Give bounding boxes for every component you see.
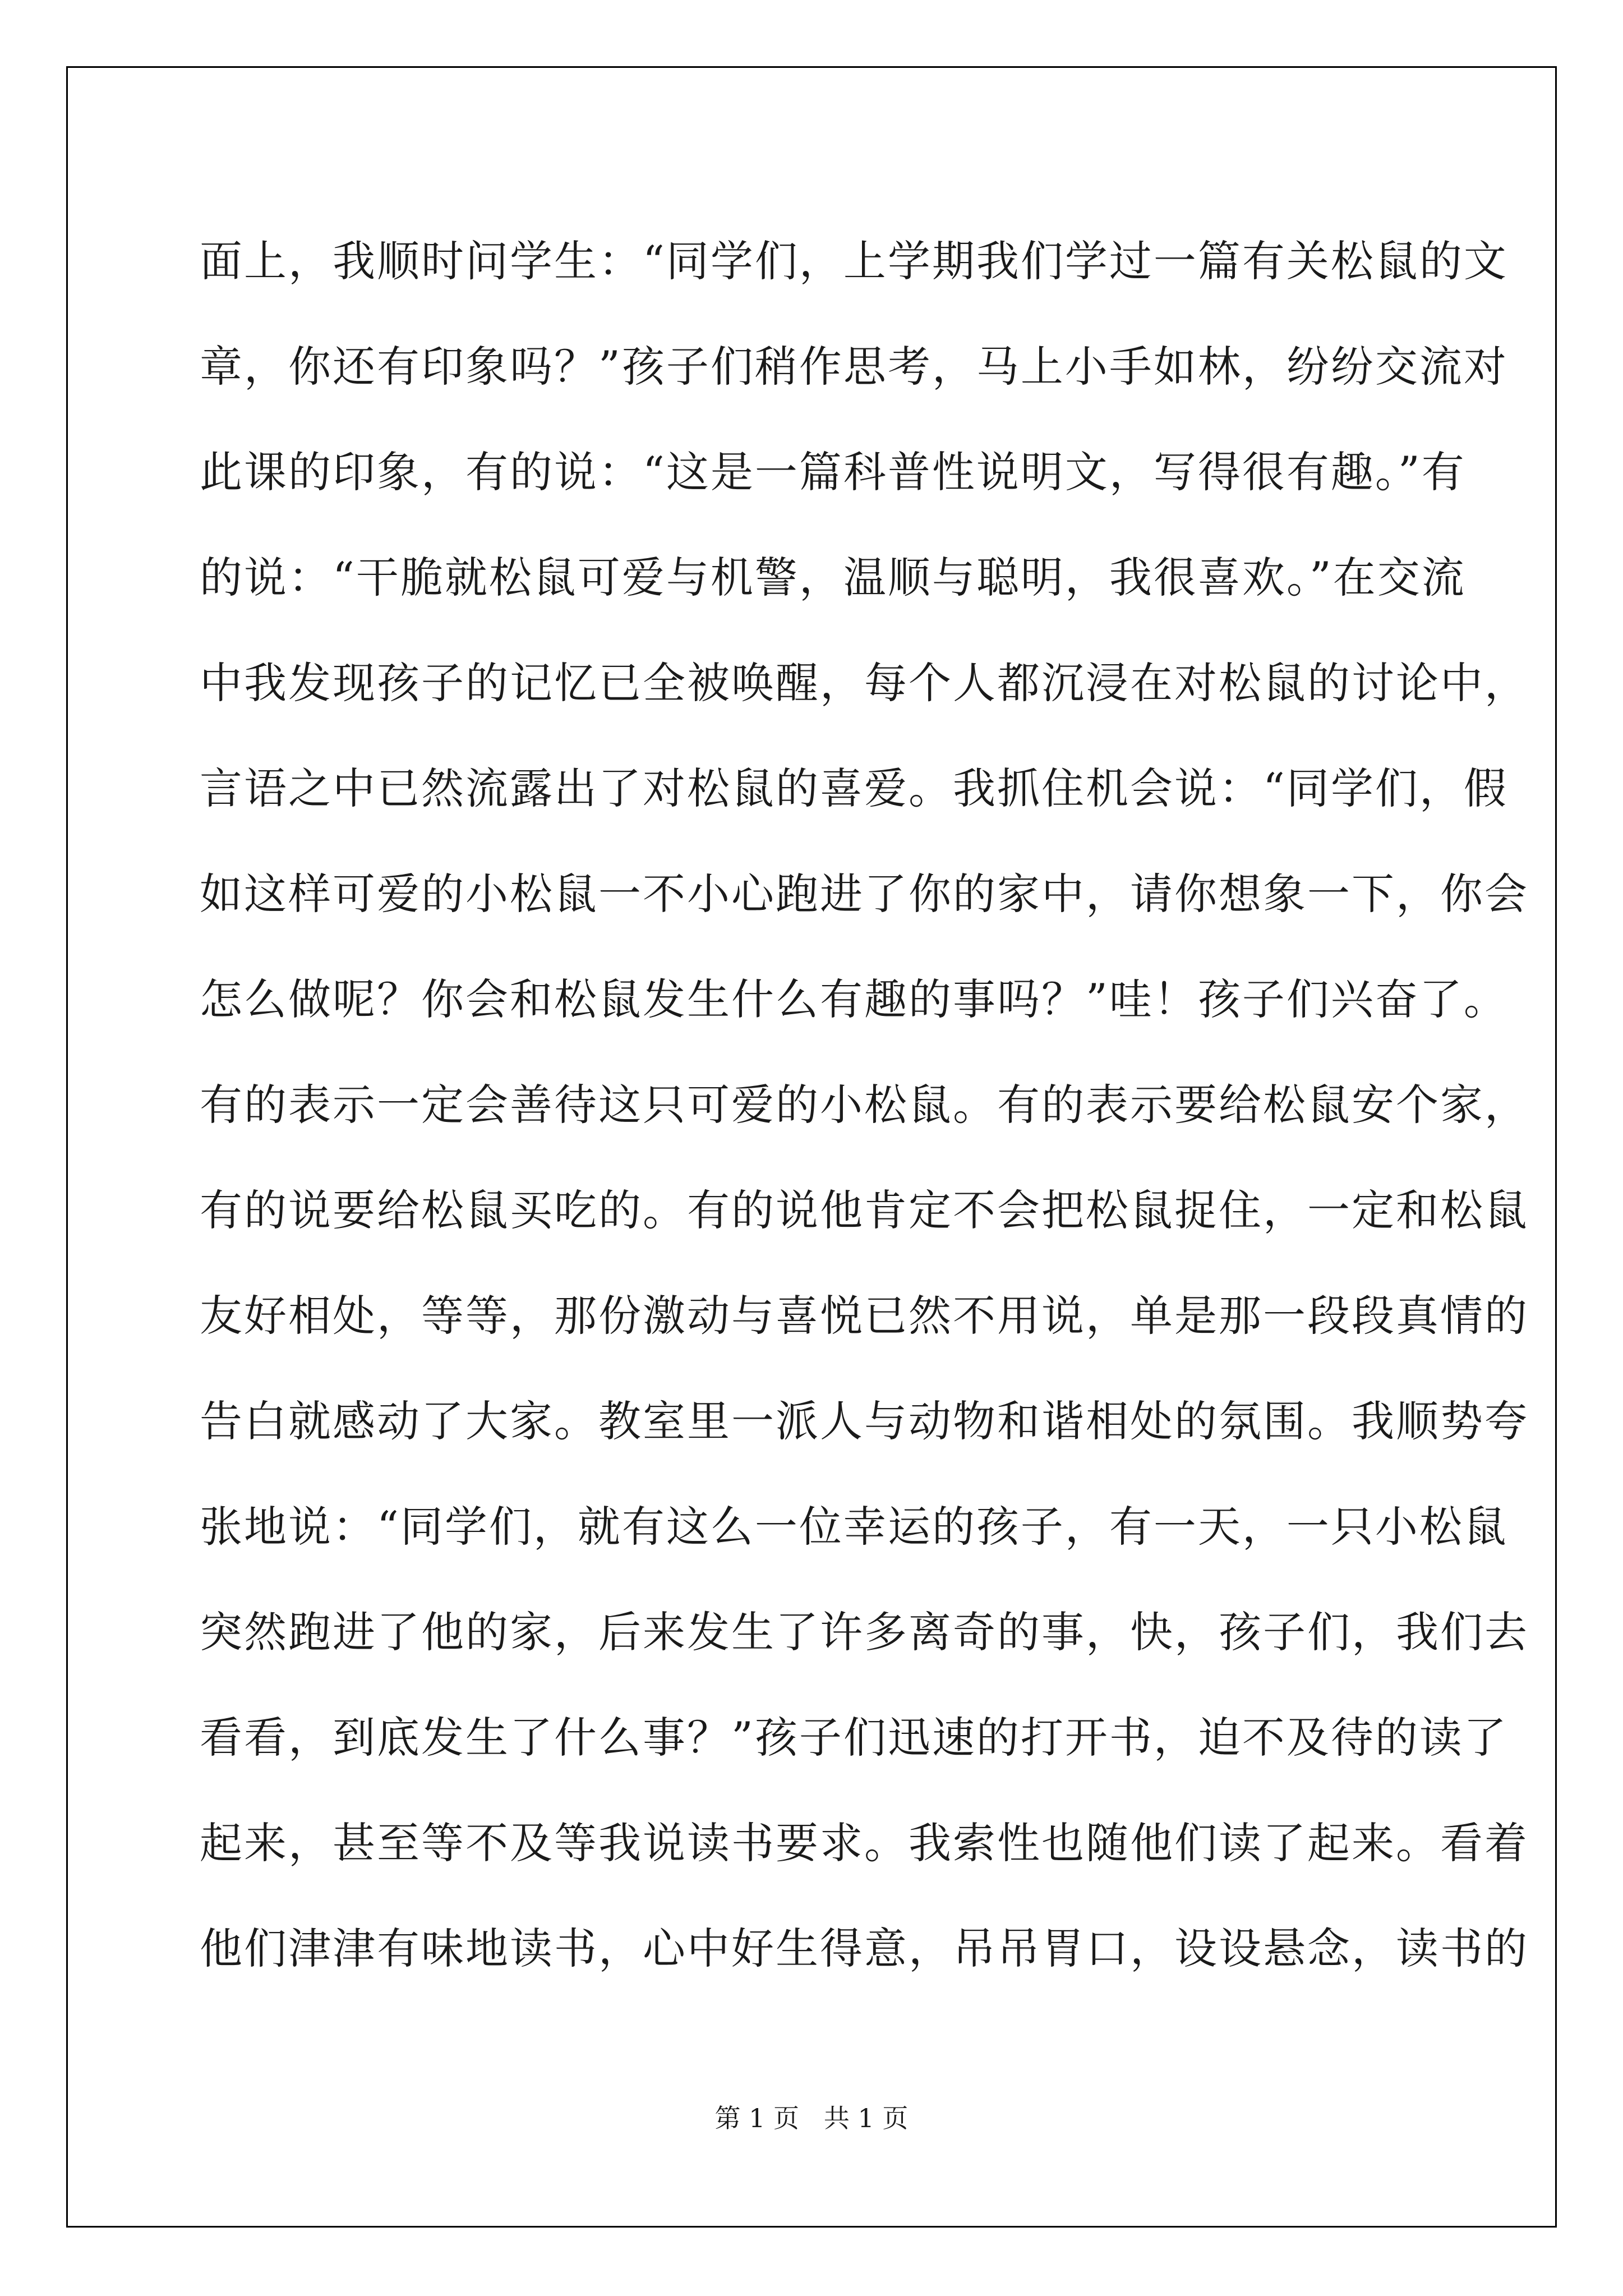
text-line: 看看，到底发生了什么事？”孩子们迅速的打开书，迫不及待的读了 — [200, 1713, 1508, 1763]
page-number-footer: 第 1 页 共 1 页 — [714, 2103, 909, 2133]
text-line: 突然跑进了他的家，后来发生了许多离奇的事，快，孩子们，我们去 — [200, 1607, 1529, 1657]
text-line: 的说：“干脆就松鼠可爱与机警，温顺与聪明，我很喜欢。”在交流 — [200, 553, 1466, 602]
text-line: 面上，我顺时问学生：“同学们，上学期我们学过一篇有关松鼠的文 — [200, 236, 1508, 286]
text-line: 怎么做呢？你会和松鼠发生什么有趣的事吗？”哇！孩子们兴奋了。 — [200, 974, 1508, 1024]
text-line: 张地说：“同学们，就有这么一位幸运的孩子，有一天，一只小松鼠 — [200, 1502, 1508, 1552]
text-line: 告白就感动了大家。教室里一派人与动物和谐相处的氛围。我顺势夸 — [200, 1396, 1529, 1446]
document-body — [200, 209, 1529, 2001]
text-line: 章，你还有印象吗？”孩子们稍作思考，马上小手如林，纷纷交流对 — [200, 342, 1508, 392]
text-line: 有的说要给松鼠买吃的。有的说他肯定不会把松鼠捉住，一定和松鼠 — [200, 1185, 1529, 1235]
text-line: 中我发现孩子的记忆已全被唤醒，每个人都沉浸在对松鼠的讨论中， — [200, 658, 1529, 708]
text-line: 此课的印象，有的说：“这是一篇科普性说明文，写得很有趣。”有 — [200, 447, 1466, 497]
text-line: 如这样可爱的小松鼠一不小心跑进了你的家中，请你想象一下，你会 — [200, 869, 1529, 919]
text-line: 友好相处，等等，那份激动与喜悦已然不用说，单是那一段段真情的 — [200, 1291, 1529, 1341]
text-line: 有的表示一定会善待这只可爱的小松鼠。有的表示要给松鼠安个家， — [200, 1080, 1529, 1130]
text-line: 他们津津有味地读书，心中好生得意，吊吊胃口，设设悬念，读书的 — [200, 1924, 1529, 1973]
text-line: 起来，甚至等不及等我说读书要求。我索性也随他们读了起来。看着 — [200, 1818, 1529, 1868]
text-line: 言语之中已然流露出了对松鼠的喜爱。我抓住机会说：“同学们，假 — [200, 763, 1508, 813]
